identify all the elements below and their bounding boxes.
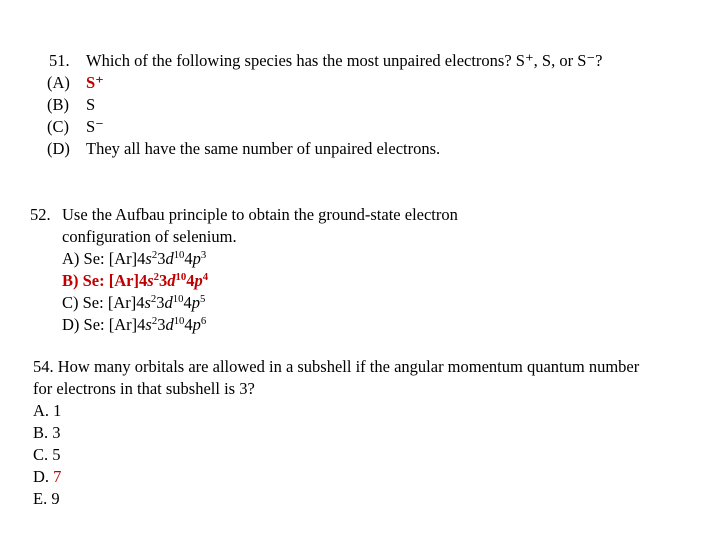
q52-number: 52. (30, 205, 51, 224)
q54-option-label: A. (33, 401, 50, 420)
q51-option-b-label: (B) (47, 95, 69, 114)
q51-option-c-text: S⁻ (86, 117, 104, 136)
q54-option-label: E. (33, 489, 48, 508)
q54-option-value: 7 (53, 467, 62, 486)
q54-question-line1: 54. How many orbitals are allowed in a subshell if the angular momentum quantum number (33, 357, 640, 376)
q51-option-a-label: (A) (47, 73, 70, 92)
q52-option-label: C) (62, 293, 79, 312)
q52-question-line2: configuration of selenium. (62, 227, 237, 246)
q54-option-value: 3 (52, 423, 61, 442)
q54-question-line2: for electrons in that subshell is 3? (33, 379, 255, 398)
q54-option-label: D. (33, 467, 50, 486)
q52-option-label: B) (62, 271, 79, 290)
q52-option-label: A) (62, 249, 80, 268)
q54-option-b (33, 423, 61, 443)
q52-option-label: D) (62, 315, 80, 334)
q52-question-line1: Use the Aufbau principle to obtain the ground-state electron (62, 205, 458, 224)
q52-option-c: C) Se: $[Ar]4s^23d^{10}4p^5$ (62, 293, 206, 312)
q51-option-d-text: They all have the same number of unpaired electrons. (86, 139, 441, 158)
q51-option-d-label: (D) (47, 139, 70, 158)
q54-option-label: B. (33, 423, 49, 442)
q54-option-d (33, 467, 61, 487)
q51-option-a-text: S⁺ (86, 73, 104, 92)
q52-option-a: A) Se: $[Ar]4s^23d^{10}4p^3$ (62, 249, 207, 268)
q52-option-b: B) Se: $[Ar]4s^23d^{10}4p^4$ (62, 271, 209, 290)
q54-option-a (33, 401, 61, 421)
q51-option-b-text: S (86, 95, 96, 114)
q54-option-label: C. (33, 445, 49, 464)
q54-option-c (33, 445, 61, 465)
q52-option-d: D) Se: $[Ar]4s^23d^{10}4p^6$ (62, 315, 207, 334)
q51-number: 51. (49, 51, 70, 70)
q54-option-e (33, 489, 60, 509)
q54-option-value: 9 (51, 489, 60, 508)
q51-option-c-label: (C) (47, 117, 69, 136)
q51-question: Which of the following species has the most unpaired electrons? S⁺, S, or S⁻? (86, 51, 603, 70)
q54-option-value: 1 (53, 401, 62, 420)
q54-option-value: 5 (52, 445, 61, 464)
